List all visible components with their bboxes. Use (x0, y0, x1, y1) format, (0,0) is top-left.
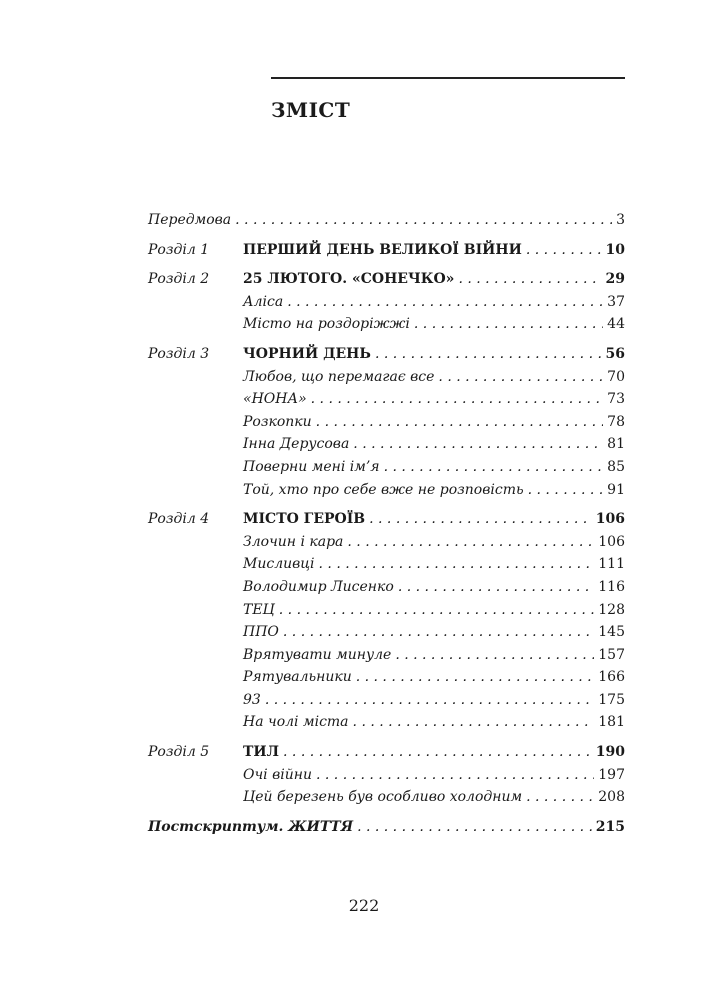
chapter-label (148, 366, 243, 389)
entry-title: Передмова (148, 212, 232, 228)
chapter-label: Розділ 3 (148, 345, 210, 362)
chapter-label (148, 531, 243, 554)
entry-page: 190 (595, 744, 625, 761)
entry-title: Той, хто про себе вже не розповість (243, 481, 524, 498)
entry-page: 37 (607, 293, 625, 310)
entry-page: 56 (605, 345, 625, 362)
entry-line (243, 531, 625, 554)
chapter-label: Розділ 2 (148, 271, 210, 288)
entry-page: 208 (598, 789, 625, 806)
leader-dots (526, 786, 594, 809)
leader-dots (398, 576, 594, 599)
entry-line (243, 689, 625, 712)
leader-dots (283, 621, 594, 644)
leader-dots (287, 291, 603, 314)
leader-dots (356, 666, 595, 689)
table-of-contents (148, 209, 625, 838)
entry-line (243, 741, 625, 764)
entry-line (243, 711, 625, 734)
entry-page: 145 (598, 624, 625, 641)
entry-title: ЧОРНИЙ ДЕНЬ (243, 345, 371, 362)
entry-page: 106 (598, 533, 625, 550)
chapter-label (148, 553, 243, 576)
leader-dots (265, 689, 594, 712)
entry-title: Місто на роздоріжжі (243, 316, 410, 333)
leader-dots (319, 553, 595, 576)
entry-page: 85 (607, 458, 625, 475)
chapter-label (148, 666, 243, 689)
chapter-label (148, 291, 243, 314)
toc-subentry[interactable] (148, 621, 625, 644)
toc-subentry[interactable] (148, 531, 625, 554)
entry-page: 116 (598, 578, 625, 595)
leader-dots (526, 239, 602, 262)
entry-page: 78 (607, 413, 625, 430)
entry-page: 166 (598, 669, 625, 686)
toc-subentry[interactable] (148, 786, 625, 809)
toc-subentry[interactable] (148, 313, 625, 336)
entry-page: 215 (595, 818, 625, 835)
entry-title: На чолі міста (243, 714, 349, 731)
entry-title: МІСТО ГЕРОЇВ (243, 511, 366, 528)
leader-dots (347, 531, 594, 554)
entry-line (243, 366, 625, 389)
entry-line (243, 576, 625, 599)
entry-title: ТЕЦ (243, 601, 275, 618)
entry-page: 29 (605, 271, 625, 288)
leader-dots (357, 816, 592, 839)
spacer (148, 232, 625, 239)
spacer (148, 261, 625, 268)
entry-title: ППО (243, 624, 279, 641)
entry-title: Поверни мені ім’я (243, 458, 380, 475)
entry-line (243, 479, 625, 502)
leader-dots (316, 411, 604, 434)
toc-entry[interactable] (148, 343, 625, 366)
toc-subentry[interactable] (148, 644, 625, 667)
chapter-label (148, 764, 243, 787)
chapter-label (148, 456, 243, 479)
chapter-label (148, 689, 243, 712)
entry-title: Цей березень був особливо холодним (243, 789, 523, 806)
leader-dots (353, 433, 603, 456)
toc-subentry[interactable] (148, 479, 625, 502)
entry-line (243, 553, 625, 576)
entry-page: 81 (607, 436, 625, 453)
chapter-label (148, 621, 243, 644)
leader-dots (235, 209, 612, 232)
chapter-label (148, 479, 243, 502)
toc-subentry[interactable] (148, 576, 625, 599)
entry-title: Злочин і кара (243, 533, 344, 550)
spacer (148, 501, 625, 508)
entry-page: 197 (598, 766, 625, 783)
spacer (148, 336, 625, 343)
spacer (148, 809, 625, 816)
entry-line (243, 433, 625, 456)
chapter-label: Розділ 1 (148, 241, 210, 258)
entry-page: 70 (607, 368, 625, 385)
entry-title: 25 ЛЮТОГО. «СОНЕЧКО» (243, 271, 455, 288)
entry-line (243, 508, 625, 531)
leader-dots (279, 599, 594, 622)
entry-line (243, 239, 625, 262)
toc-subentry[interactable] (148, 666, 625, 689)
toc-entry[interactable] (148, 741, 625, 764)
entry-line (243, 291, 625, 314)
leader-dots (414, 313, 603, 336)
entry-page: 73 (607, 391, 625, 408)
entry-page: 175 (598, 691, 625, 708)
entry-title: Врятувати минуле (243, 646, 392, 663)
leader-dots (353, 711, 595, 734)
leader-dots (528, 479, 604, 502)
entry-page: 128 (598, 601, 625, 618)
entry-line (243, 599, 625, 622)
toc-subentry[interactable] (148, 689, 625, 712)
chapter-label (148, 313, 243, 336)
chapter-label (148, 786, 243, 809)
entry-title: Володимир Лисенко (243, 578, 394, 595)
leader-dots (311, 388, 604, 411)
entry-title: Мисливці (243, 556, 315, 573)
entry-page: 106 (595, 511, 625, 528)
chapter-label (148, 433, 243, 456)
entry-title: Аліса (243, 293, 284, 310)
page-number: 222 (348, 896, 380, 915)
entry-title: Очі війни (243, 766, 312, 783)
entry-line (243, 644, 625, 667)
entry-line (243, 388, 625, 411)
toc-subentry[interactable] (148, 553, 625, 576)
entry-line (243, 411, 625, 434)
entry-title: Любов, що перемагає все (243, 368, 435, 385)
entry-title: «НОНА» (243, 391, 307, 408)
chapter-label (148, 599, 243, 622)
toc-subentry[interactable] (148, 764, 625, 787)
toc-subentry[interactable] (148, 711, 625, 734)
toc-subentry[interactable] (148, 599, 625, 622)
entry-line (148, 209, 625, 232)
entry-title: ТИЛ (243, 744, 280, 761)
leader-dots (375, 343, 602, 366)
toc-entry[interactable] (148, 816, 625, 839)
chapter-label (148, 711, 243, 734)
toc-subentry[interactable] (148, 456, 625, 479)
entry-page: 3 (616, 212, 625, 228)
entry-title: ПЕРШИЙ ДЕНЬ ВЕЛИКОЇ ВІЙНИ (243, 241, 522, 258)
entry-page: 157 (598, 646, 625, 663)
toc-entry[interactable] (148, 239, 625, 262)
entry-line (148, 816, 625, 839)
chapter-label: Розділ 5 (148, 744, 210, 761)
chapter-label (148, 644, 243, 667)
chapter-label (148, 576, 243, 599)
leader-dots (316, 764, 594, 787)
toc-entry[interactable] (148, 209, 625, 232)
leader-dots (384, 456, 604, 479)
toc-entry[interactable] (148, 268, 625, 291)
leader-dots (395, 644, 594, 667)
entry-line (243, 786, 625, 809)
toc-subentry[interactable] (148, 291, 625, 314)
leader-dots (438, 366, 603, 389)
entry-line (243, 666, 625, 689)
entry-title: 93 (243, 691, 261, 708)
entry-title: Постскриптум. ЖИТТЯ (148, 818, 354, 835)
toc-entry[interactable] (148, 508, 625, 531)
entry-page: 44 (607, 316, 625, 333)
toc-subentry[interactable] (148, 388, 625, 411)
entry-title: Інна Дерусова (243, 436, 350, 453)
toc-subentry[interactable] (148, 366, 625, 389)
page-title: ЗМІСТ (271, 98, 351, 122)
spacer (148, 734, 625, 741)
entry-line (243, 456, 625, 479)
leader-dots (369, 508, 592, 531)
entry-page: 10 (605, 241, 625, 258)
toc-subentry[interactable] (148, 433, 625, 456)
chapter-label: Розділ 4 (148, 511, 210, 528)
entry-line (243, 313, 625, 336)
entry-page: 111 (598, 556, 625, 573)
entry-line (243, 268, 625, 291)
toc-subentry[interactable] (148, 411, 625, 434)
entry-line (243, 621, 625, 644)
entry-title: Рятувальники (243, 669, 352, 686)
entry-page: 181 (598, 714, 625, 731)
leader-dots (283, 741, 592, 764)
entry-line (243, 343, 625, 366)
chapter-label (148, 411, 243, 434)
entry-title: Розкопки (243, 413, 312, 430)
entry-page: 91 (607, 481, 625, 498)
entry-line (243, 764, 625, 787)
chapter-label (148, 388, 243, 411)
top-rule (271, 77, 625, 79)
leader-dots (458, 268, 601, 291)
